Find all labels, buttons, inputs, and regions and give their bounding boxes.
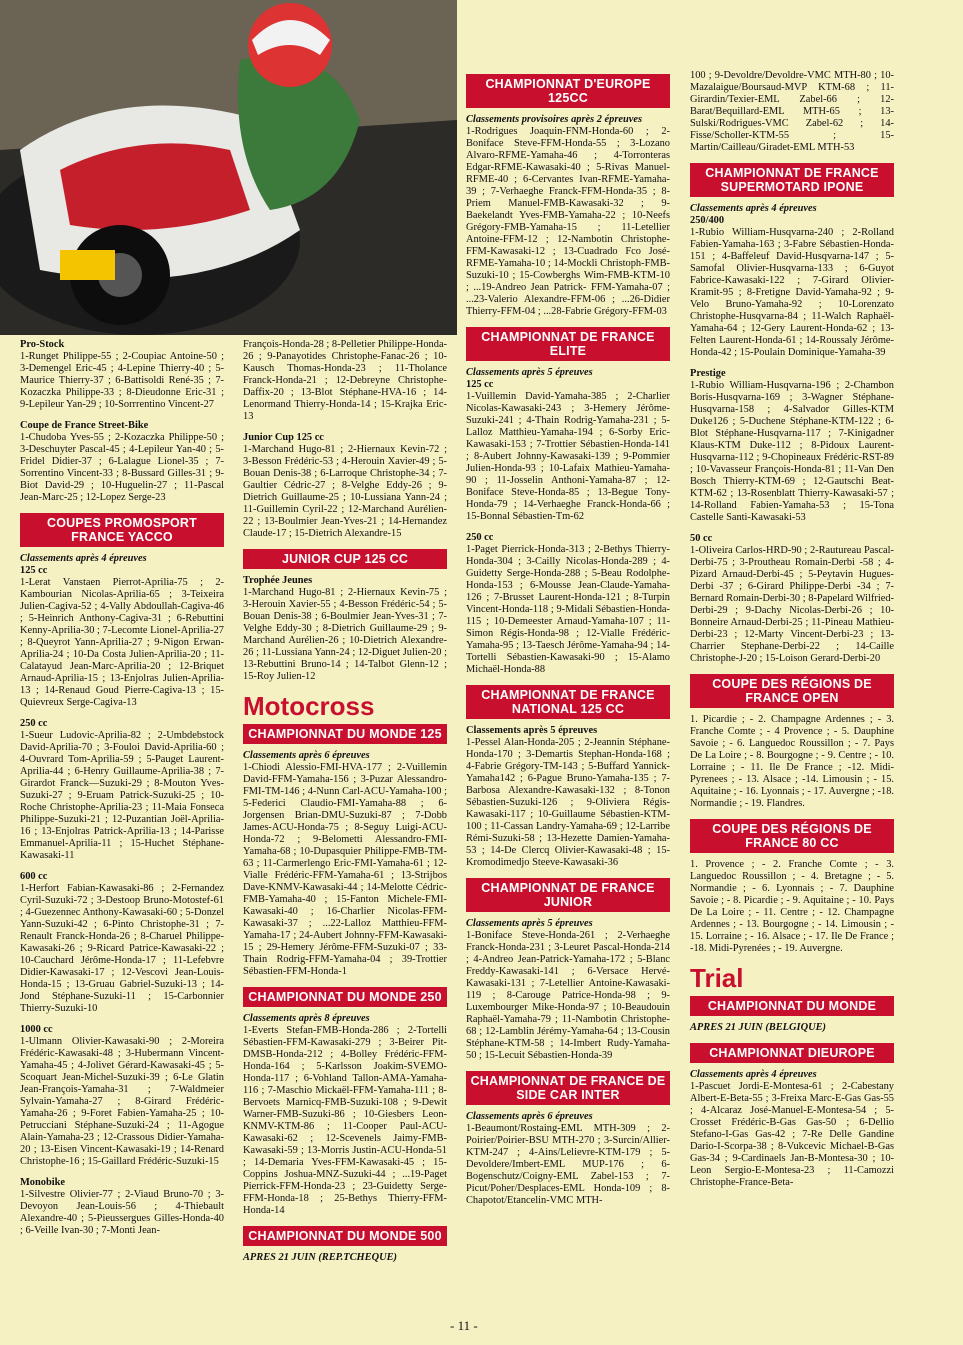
banner-monde-125: CHAMPIONNAT DU MONDE 125	[243, 724, 447, 744]
banner-supermotard: CHAMPIONNAT DE FRANCE SUPERMOTARD IPONE	[690, 163, 894, 197]
results-text: 1-Sueur Ludovic-Aprilia-82 ; 2-Umbdebstock David-Aprilia-70 ; 3-Fouloi David-Aprilia-60 ; 4-Ouvrard Tom-Aprilia-59 ; 5-Pauget Laurent-Aprilia-44 ; 6-Henry Guillaume-Aprilia-38 ; 7-Girardot Franck—Suzuki-29 ; 8-Mouton Yves-Suzuki-27 ; 9-Eruam Patrick-Suzuki-25 ; 10-Roche Christophe-Aprilia-23 ; 11-Maia Fonseca Philippe-Suzuki-21 ; 12-Puzantian Joël-Aprilia-16 ; 13-Enjolras Patrick-Aprilia-13 ; 14-Parisse Emmanuel-Aprilia-11 ; 15-Huchet Stéphane-Kawasaki-11	[20, 730, 224, 861]
results-text: 1-Vuillemin David-Yamaha-385 ; 2-Charlier Nicolas-Kawasaki-243 ; 3-Hemery Jérôme-Suzuki-241 ; 4-Thain Rodrig-Yamaha-231 ; 5-Lalloz Matthieu-Yamaha-194 ; 6-Sorby Eric-Kawasaki-153 ; 7-Trottier Sébastien-Honda-141 ; 8-Aubert Johnny-Kawasaki-139 ; 9-Pommier Julien-Honda-93 ; 10-Lafaix Mathieu-Yamaha-90 ; 11-Josselin Anthoni-Yamaha-87 ; 12-Boniface Steve-Honda-85 ; 13-Begue Tony-Honda-79 ; 14-Verhaeghe Franck-Honda-66 ; 15-Bonnal Sébastien-Tm-62	[466, 391, 670, 522]
section-national-125	[466, 725, 670, 869]
section-heading: Coupe de France Street-Bike	[20, 420, 149, 431]
category-label: 125 cc	[20, 565, 48, 576]
section-monobike	[20, 1177, 224, 1237]
banner-regions-80cc: COUPE DES RÉGIONS DE FRANCE 80 CC	[690, 819, 894, 853]
standings-subtitle: Classements après 4 épreuves	[690, 203, 817, 214]
results-text: 1-Rubio William-Husqvarna-240 ; 2-Rolland Fabien-Yamaha-163 ; 3-Fabre Sébastien-Honda-151 ; 4-Baffeleuf David-Husqvarna-147 ; 5-Samofal Olivier-Husqvarna-133 ; 6-Guyot Fabrice-Kawasaki-122 ; 7-Girard Olivier-Kramit-95 ; 8-Fretigne David-Yamaha-92 ; 9-Velo Bruno-Yamaha-92 ; 10-Lorenzato Christophe-Husqvarna-84 ; 11-Walch Raphaël-Yamaha-64 ; 12-Gery Laurent-Honda-62 ; 13-Felten Laurent-Honda-61 ; 14-Roussaly Jérôme-Honda-42 ; 15-Poulain Dominique-Yamaha-39	[690, 227, 894, 358]
results-text: 1-Paget Pierrick-Honda-313 ; 2-Bethys Thierry-Honda-304 ; 3-Cailly Nicolas-Honda-289 ; 4-Guidetty Serge-Honda-288 ; 5-Beau Rodolphe-Honda-153 ; 6-Mousse Jean-Claude-Yamaha-126 ; 7-Brusset Laurent-Honda-121 ; 8-Turpin Vincent-Honda-118 ; 9-Midali Sébastien-Honda-115 ; 10-Demeester Arnaud-Yamaha-107 ; 11-Simon Régis-Honda-98 ; 12-Vialle Frédéric-Yamaha-95 ; 13-Taesch Jérôme-Yamaha-94 ; 14-Tortelli Sébastien-Kawasaki-90 ; 15-Alamo Michaël-Honda-88	[466, 544, 670, 675]
banner-france-junior: CHAMPIONNAT DE FRANCE JUNIOR	[466, 878, 670, 912]
category-label: 250/400	[690, 215, 725, 226]
section-regions-80cc	[690, 859, 894, 955]
banner-side-car: CHAMPIONNAT DE FRANCE DE SIDE CAR INTER	[466, 1071, 670, 1105]
section-trial-monde	[690, 1022, 894, 1034]
banner-promosport: COUPES PROMOSPORT FRANCE YACCO	[20, 513, 224, 547]
category-label: 125 cc	[466, 379, 494, 390]
section-heading: Prestige	[690, 368, 726, 379]
section-supermotard-50	[690, 533, 894, 665]
results-text: 1-Marchand Hugo-81 ; 2-Hiernaux Kevin-75 ; 3-Herouin Xavier-55 ; 4-Besson Frédéric-54 ; 5-Bouan Denis-38 ; 6-Boulmier Jean-Yves-31 ; 7-Velghe Eddy-30 ; 8-Dietrich Guillaume-29 ; 9-Marchand Aurélien-26 ; 10-Dietrich Alexandre-26 ; 11-Lussiana Yann-24 ; 12-Diguet Julien-20 ; 13-Rebuttini Bruno-14 ; 14-Talbot Glenn-12 ; 15-Roy Julien-12	[243, 587, 447, 682]
section-trial-europe	[690, 1069, 894, 1189]
results-text: 1-Rodrigues Joaquin-FNM-Honda-60 ; 2-Boniface Steve-FFM-Honda-55 ; 3-Lozano Alvaro-RFME-Yamaha-46 ; 4-Torronteras Edgar-RFME-Kawasaki-40 ; 5-Rivas Manuel-RFME-40 ; 6-Cervantes Ivan-RFME-Yamaha-39 ; 7-Verhaeghe Franck-FFM-Honda-35 ; 8-Priem Manuel-FMB-Kawasaki-32 ; 9-Baekelandt Yves-FMB-Yamaha-22 ; 10-Neefs Grégory-FMB-Yamaha-15 ; 11-Letellier Antoine-FFM-12 ; 12-Nambotin Christophe-FFM-Kawasaki-12 ; 13-Cuadrado Fco José-RFME-Yamaha-10 ; 14-Mockli Christoph-FMB-Suzuki-10 ; 15-Cowberghs Wim-FMB-KTM-10 ; ...19-Andreo Jean Patrick- FFM-Yamaha-07 ; ...23-Valerio Alexandre-FFM-06 ; ...26-Didier Thierry-FFM-04 ; ...28-Fabrie Grégory-FFM-03	[466, 126, 670, 317]
results-text: 1-Runget Philippe-55 ; 2-Coupiac Antoine-50 ; 3-Demengel Eric-45 ; 4-Lepine Thierry-40 ; 5-Maurice Thierry-37 ; 6-Battisoldi René-35 ; 7-Kozaczka Philippe-33 ; 8-Dieudonne Eric-31 ; 9-Lepileur Yan-29 ; 10-Sorrrentino Vincent-27	[20, 351, 224, 410]
section-monde-125	[243, 750, 447, 978]
section-promosport-250	[20, 718, 224, 862]
section-promosport-125	[20, 553, 224, 709]
section-supermotard-250	[690, 203, 894, 359]
results-text: 1-Chiodi Alessio-FMI-HVA-177 ; 2-Vuillemin David-FFM-Yamaha-156 ; 3-Puzar Alessandro-FMI-TM-146 ; 4-Nunn Carl-ACU-Yamaha-100 ; 5-Federici Claudio-FMI-Yamaha-88 ; 6-Jorgensen Brian-DMU-Suzuki-87 ; 7-Dobb James-ACU-Honda-75 ; 8-Seguy Luigi-ACU-Honda-72 ; 9-Belometti Alessandro-FMI-Yamaha-68 ; 10-Dupasquier Philippe-FMB-TM-63 ; 11-Carmerlengo Eric-FMI-Yamaha-61 ; 12-Vialle Frédéric-FFM-Yamaha-61 ; 13-Strijbos Dave-KNMV-Kawasaki-44 ; 14-Melotte Cédric-FMB-Yamaha-40 ; 15-Fanton Michele-FMI-Kawasaki-40 ; 16-Charlier Nicolas-FFM-Kawasaki-37 ; ...22-Lalloz Matthieu-FFM-Yamaha-17 ; 24-Aubert Johnny-FFM-Kawasaki-15 ; 29-Hemery Jérôme-FFM-Suzuki-07 ; 33-Thain Rodrig-FFM-Yamaha-04 ; 39-Trottier Sébastien-FFM-Honda-1	[243, 762, 447, 977]
standings-subtitle: Classements après 4 épreuves	[690, 1069, 817, 1080]
section-pro-stock	[20, 339, 224, 411]
results-text: 1-Boniface Steve-Honda-261 ; 2-Verhaeghe Franck-Honda-231 ; 3-Leuret Pascal-Honda-214 ; 4-Andreo Jean-Patrick-Yamaha-172 ; 5-Blanc Freddy-Kawasaki-141 ; 6-Versace Hervé-Kawasaki-131 ; 7-Letellier Antoine-Kawasaki-119 ; 8-Carouge Patrice-Honda-98 ; 9-Luxembourger Mike-Honda-97 ; 10-Beaudouin Raphaël-Yamaha-79 ; 11-Nambotin Christophe-68 ; 12-Lamblin Jérémy-Yamaha-64 ; 13-Cousin Stéphane-KTM-58 ; 14-Imbert Rudy-Yamaha-50 ; 15-Lecuit Sébastien-Honda-39	[466, 930, 670, 1061]
category-label: 1000 cc	[20, 1024, 53, 1035]
column-4	[690, 70, 894, 1198]
section-prestige	[690, 368, 894, 524]
results-text: 100 ; 9-Devoldre/Devoldre-VMC MTH-80 ; 10-Mazalaigue/Boursaud-MVP KTM-68 ; 11-Girardin/Texier-EML Zabel-66 ; 12-Barat/Bequillard-EML MTH-65 ; 13-Sulski/Rodrigues-VMC Zabel-62 ; 14-Fisse/Scholler-KTM-55 ; 15-Martin/Cailleau/Giradet-EML MTH-53	[690, 70, 894, 153]
section-promosport-1000	[20, 1024, 224, 1168]
standings-subtitle: APRES 21 JUIN (BELGIQUE)	[690, 1022, 826, 1033]
photo-illustration	[0, 0, 457, 335]
section-europe-125	[466, 114, 670, 318]
section-heading: Classements après 5 épreuves	[466, 725, 598, 736]
sport-heading-motocross: Motocross	[243, 691, 375, 721]
standings-subtitle: Classements après 5 épreuves	[466, 367, 593, 378]
banner-france-elite: CHAMPIONNAT DE FRANCE ELITE	[466, 327, 670, 361]
results-text: 1-Rubio William-Husqvarna-196 ; 2-Chambon Boris-Husqvarna-169 ; 3-Wagner Stéphane-Husqvarna-158 ; 4-Salvador Gilles-KTM Duke126 ; 5-Duchene Stéphane-KTM-122 ; 6-Blot Stéphane-Husqvarna-117 ; 7-Kinigadner Klaus-KTM Duke-112 ; 8-Pidoux Laurent-Husqvarna-112 ; 9-Chopineaux Frédéric-RST-89 ; 10-Vavasseur François-Honda-81 ; 11-Van Den Bosch Thierry-KTM-69 ; 12-Gautschi Beat-KTM-62 ; 13-Rosenblatt Thierry-Kawasaki-57 ; 14-Rolland Fabien-Yamaha-53 ; 15-Tona Castelle Santi-Kawasaki-53	[690, 380, 894, 523]
standings-subtitle: Classements après 6 épreuves	[243, 750, 370, 761]
results-text: 1-Everts Stefan-FMB-Honda-286 ; 2-Tortelli Sébastien-FFM-Kawasaki-279 ; 3-Beirer Pit-DMSB-Honda-212 ; 4-Bolley Frédéric-FFM-Honda-164 ; 5-Karlsson Joakim-SVEMO-Honda-117 ; 6-Vohland Tallon-AMA-Yamaha-116 ; 7-Maschio Mickaël-FFM-Yamaha-111 ; 8-Bervoets Marnicq-FMB-Suzuki-108 ; 9-Dewit Warner-FMB-Suzuki-86 ; 10-Giesbers Leon-KNMV-KTM-86 ; 11-Cooper Paul-ACU-Kawasaki-62 ; 12-Scevenels Jaimy-FMB-Kawasaki-59 ; 13-Morris Justin-ACU-Honda-51 ; 14-Demaria Yves-FFM-Kawasaki-45 ; 15-Coppins Joshua-MNZ-Suzuki-44 ; ...19-Paget Pierrick-FFM-Honda-23 ; 23-Guidetty Serge-FFM-Honda-18 ; 25-Bethys Thierry-FFM-Honda-14	[243, 1025, 447, 1216]
results-text: 1-Lerat Vanstaen Pierrot-Aprilia-75 ; 2-Kambourian Nicolas-Aprilia-65 ; 3-Teixeira Julien-Cagiva-52 ; 4-Vally Abdoullah-Cagiva-46 ; 5-Heinrich Anthony-Cagiva-31 ; 6-Rebuttini Kenny-Aprilia-30 ; 7-Lecomte Lionel-Aprilia-27 ; 8-Queyrot Yann-Aprilia-27 ; 9-Nigon Erwan-Aprilia-24 ; 10-Da Costa Julien-Aprilia-20 ; 11-Calatayud Jean-Marc-Aprilia-20 ; 12-Briquet Arnaud-Aprilia-15 ; 13-Enjolras Julien-Aprilia-13 ; 14-Renaud Goud Pierre-Cagiva-13 ; 15-Quievreux Serge-Cagiva-13	[20, 577, 224, 708]
standings-subtitle: Classements après 5 épreuves	[466, 918, 593, 929]
results-text: 1. Provence ; - 2. Franche Comte ; - 3. Languedoc Roussillon ; - 4. Bretagne ; - 5. Normandie ; - 6. Lyonnais ; - 7. Dauphine Savoie ; - 8. Picardie ; - 9. Aquitaine ; - 10. Pays De La Loire ; - 11. Centre ; - 12. Champagne Ardennes ; - 13. Bourgogne ; - 14. Limousin ; - 15. Lorraine ; - 16. Alsace ; - 17. Ile De France ; -18. Midi-Pyrenées ; - 19. Auvergne.	[690, 859, 894, 954]
banner-trial-europe: CHAMPIONNAT DIEUROPE	[690, 1043, 894, 1063]
category-label: 250 cc	[20, 718, 48, 729]
standings-subtitle: Classements provisoires après 2 épreuves	[466, 114, 643, 125]
page-number: - 11 -	[450, 1318, 478, 1333]
results-text: 1-Ulmann Olivier-Kawasaki-90 ; 2-Moreira Frédéric-Kawasaki-48 ; 3-Hubermann Vincent-Yamaha-45 ; 4-Jolivet Gérard-Kawasaki-45 ; 5-Scoquart Jean-Michel-Suzuki-39 ; 6-Le Glatin Jean-François-Yamaha-31 ; 7-Waldmeier Sylvain-Yamaha-27 ; 8-Girard Frédéric-Yamaha-26 ; 9-Foret Fabien-Yamaha-25 ; 10-Petrucciani Stéphane-Suzuki-24 ; 11-Agogue Alain-Yamaha-23 ; 12-Crassous Didier-Yamaha-20 ; 13-Eisen Vincent-Kawasaki-19 ; 14-Renard Christophe-16 ; 15-Gaillard Frédéric-Suzuki-15	[20, 1036, 224, 1167]
section-elite-250	[466, 532, 670, 676]
section-heading: Trophée Jeunes	[243, 575, 313, 586]
results-text: 1-Silvestre Olivier-77 ; 2-Viaud Bruno-70 ; 3-Devoyon Jean-Louis-56 ; 4-Thiebault Alexandre-40 ; 5-Pieussergues Gilles-Honda-40 ; 6-Veille Ivan-30 ; 7-Monti Jean-	[20, 1189, 224, 1236]
standings-subtitle: APRES 21 JUIN (REP.TCHEQUE)	[243, 1252, 397, 1263]
column-2	[243, 339, 447, 1273]
section-heading: Junior Cup 125 cc	[243, 432, 324, 443]
section-trophee-jeunes	[243, 575, 447, 683]
category-label: 50 cc	[690, 533, 713, 544]
section-street-bike	[20, 420, 224, 504]
section-side-car	[466, 1111, 670, 1207]
standings-subtitle: Classements après 4 épreuves	[20, 553, 147, 564]
banner-monde-250: CHAMPIONNAT DU MONDE 250	[243, 987, 447, 1007]
standings-subtitle: Classements après 8 épreuves	[243, 1013, 370, 1024]
banner-trial-monde: CHAMPIONNAT DU MONDE	[690, 996, 894, 1016]
column-1	[20, 339, 224, 1246]
results-text: François-Honda-28 ; 8-Pelletier Philippe-Honda-26 ; 9-Panayotides Christophe-Fanac-26 ; 10-Kausch Thomas-Honda-23 ; 11-Tholance Franck-Honda-21 ; 12-Debreyne Christophe-Daffix-20 ; 13-Blot Stéphane-HVA-16 ; 14-Lenormand Thierry-Honda-14 ; 15-Krajka Eric-13	[243, 339, 448, 422]
results-text: 1-Pascuet Jordi-E-Montesa-61 ; 2-Cabestany Albert-E-Beta-55 ; 3-Freixa Marc-E-Gas Gas-55 ; 4-Alcaraz José-Manuel-E-Montesa-54 ; 5-Crosset Frédéric-B-Gas Gas-50 ; 6-Dellio Stefano-I-Gas Gas-42 ; 7-Re Delle Gandine Dario-I-Scorpa-38 ; 8-Vukcevic Michael-B-Gas Gas-34 ; 9-Cardinaels Jan-B-Montesa-30 ; 10-Leon Sergio-E-Montesa-23 ; 11-Camozzi Christophe-France-Beta-	[690, 1081, 894, 1188]
category-label: 250 cc	[466, 532, 494, 543]
section-elite-125	[466, 367, 670, 523]
results-text: 1. Picardie ; - 2. Champagne Ardennes ; - 3. Franche Comte ; - 4 Provence ; - 5. Dauphine Savoie ; - 6. Languedoc Roussillon ; - 7. Pays De La Loire ; - 8. Bourgogne ; - 9. Centre ; - 10. Lorraine ; - 11. Ile De France ; -12. Midi-Pyrenees ; - 13. Alsace ; -14. Limousin ; - 15. Aquitaine ; - 16. Lyonnais ; - 17. Auvergne ; -18. Normandie ; - 19. Flandres.	[690, 714, 894, 809]
section-monde-500	[243, 1252, 447, 1264]
column-3	[466, 70, 670, 1216]
results-text: 1-Oliveira Carlos-HRD-90 ; 2-Rautureau Pascal-Derbi-75 ; 3-Proutheau Romain-Derbi -58 ; 4-Pizard Arnaud-Derbi-45 ; 5-Peytavin Hugues-Derbi -37 ; 6-Girard Philippe-Derbi -34 ; 7-Bernard Romain-Derbi-30 ; 8-Papelard Wilfried-Derbi-29 ; 9-Dachy Nicolas-Derbi-26 ; 10-Bonneire Arnaud-Derbi-25 ; 11-Pineau Mathieu-Derbi-23 ; 12-Marty Vincent-Derbi-23 ; 13-Charrier Stephane-Derbi-22 ; 14-Caille Christophe-J-20 ; 15-Loison Gerard-Derbi-20	[690, 545, 894, 664]
standings-subtitle: Classements après 6 épreuves	[466, 1111, 593, 1122]
section-france-junior	[466, 918, 670, 1062]
banner-europe-125: CHAMPIONNAT D'EUROPE 125CC	[466, 74, 670, 108]
section-junior-cup	[243, 432, 447, 540]
section-promosport-600	[20, 871, 224, 1015]
results-text: 1-Chudoba Yves-55 ; 2-Kozaczka Philippe-50 ; 3-Deschuyter Pascal-45 ; 4-Lepileur Yan-40 ; 5-Fridel Didier-37 ; 6-Lalague Lionel-35 ; 7-Sorrentino Vincent-33 ; 8-Bussard Gilles-31 ; 9-Biot David-29 ; 10-Huguelin-27 ; 11-Pascal Jean-Marc-25 ; 12-Lopez Serge-23	[20, 432, 224, 503]
section-monobike-continued	[243, 339, 447, 423]
section-side-car-continued	[690, 70, 894, 154]
sport-heading-trial: Trial	[690, 963, 744, 993]
banner-junior-cup: JUNIOR CUP 125 CC	[243, 549, 447, 569]
section-regions-open	[690, 714, 894, 810]
results-text: 1-Beaumont/Rostaing-EML MTH-309 ; 2-Poirier/Poirier-BSU MTH-270 ; 3-Surcin/Allier-KTM-247 ; 4-Ains/Lelievre-KTM-179 ; 5-Devoldere/Imbert-EML MUP-176 ; 6-Bogenschutz/Coigny-EML Zabel-153 ; 7-Picut/Poher/Desplaces-EML Honda-109 ; 8-Chapotot/Etancelin-VMC MTH-	[466, 1123, 670, 1206]
section-heading: Pro-Stock	[20, 339, 65, 350]
results-text: 1-Herfort Fabian-Kawasaki-86 ; 2-Fernandez Cyril-Suzuki-72 ; 3-Destoop Bruno-Motostef-61 ; 4-Guezennec Anthony-Kawasaki-60 ; 5-Donzel Yann-Suzuki-42 ; 6-Pinto Christophe-31 ; 7-Renault Franck-Honda-26 ; 8-Charuel Philippe-Kawasaki-26 ; 9-Ricard Patrice-Kawasaki-22 ; 10-Cauchard Jérôme-Honda-17 ; 11-Lefebvre Didier-Kawasaki-17 ; 12-Vescovi Jean-Louis-Honda-15 ; 13-Gruau Gabriel-Suzuki-13 ; 14-Jond Stéphane-Suzuki-11 ; 15-Carbonnier Thierry-Suzuki-10	[20, 883, 224, 1014]
motorcycle-racing-photo	[0, 0, 457, 335]
banner-regions-open: COUPE DES RÉGIONS DE FRANCE OPEN	[690, 674, 894, 708]
banner-monde-500: CHAMPIONNAT DU MONDE 500	[243, 1226, 447, 1246]
banner-national-125: CHAMPIONNAT DE FRANCE NATIONAL 125 CC	[466, 685, 670, 719]
category-label: 600 cc	[20, 871, 48, 882]
results-text: 1-Marchand Hugo-81 ; 2-Hiernaux Kevin-72 ; 3-Besson Frédéric-53 ; 4-Herouin Xavier-49 ; 5-Bouan Denis-38 ; 6-Larroque Christophe-34 ; 7-Gaultier Cédric-27 ; 8-Velghe Eddy-26 ; 9-Dietrich Guillaume-25 ; 10-Lussiana Yann-24 ; 11-Guillemin Cyril-22 ; 12-Marchand Aurélien-22 ; 13-Boulmier Jean-Yves-21 ; 14-Hernandez Claude-17 ; 15-Dietrich Alexandre-15	[243, 444, 447, 539]
results-text: 1-Pessel Alan-Honda-205 ; 2-Jeannin Stéphane-Honda-170 ; 3-Demartis Stephan-Honda-168 ; 4-Fabrie Grégory-TM-143 ; 5-Buffard Yannick-Yamaha142 ; 6-Pague Bruno-Yamaha-135 ; 7-Barbosa Alexandre-Kawasaki-132 ; 8-Tonon Sébastien-Suzuki-126 ; 9-Oliviera Régis-Kawasaki-117 ; 10-Guillaume Sébastien-KTM-100 ; 11-Cassan Landry-Yamaha-69 ; 12-Larribe Rémi-Suzuki-58 ; 13-Hezette Damien-Yamaha-53 ; 14-De Clercq Olivier-Kawasaki-48 ; 15-Kromodimedjo Steeve-Kawasaki-36	[466, 737, 670, 868]
section-heading: Monobike	[20, 1177, 66, 1188]
section-monde-250	[243, 1013, 447, 1217]
